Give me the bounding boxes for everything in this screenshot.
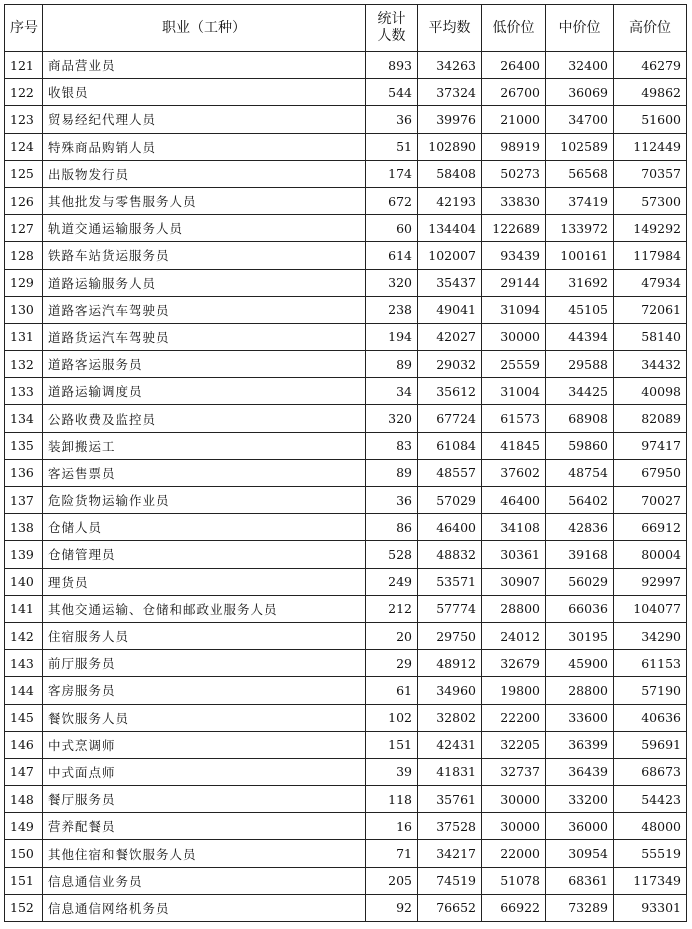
header-mid-price: 中价位 xyxy=(546,5,614,52)
cell-low-price: 29144 xyxy=(482,269,546,296)
cell-occupation: 道路货运汽车驾驶员 xyxy=(43,323,366,350)
table-header xyxy=(5,5,687,52)
cell-low-price: 28800 xyxy=(482,595,546,622)
cell-count: 118 xyxy=(366,786,418,813)
cell-no: 127 xyxy=(5,215,43,242)
cell-no: 132 xyxy=(5,351,43,378)
table-row xyxy=(5,296,687,323)
table-row xyxy=(5,568,687,595)
header-occupation: 职业（工种） xyxy=(43,5,366,52)
table-row xyxy=(5,459,687,486)
table-row xyxy=(5,378,687,405)
cell-mid-price: 66036 xyxy=(546,595,614,622)
cell-occupation: 住宿服务人员 xyxy=(43,622,366,649)
cell-no: 121 xyxy=(5,52,43,79)
cell-high-price: 117984 xyxy=(614,242,687,269)
cell-average: 42193 xyxy=(418,187,482,214)
cell-mid-price: 42836 xyxy=(546,514,614,541)
cell-count: 174 xyxy=(366,160,418,187)
cell-high-price: 40098 xyxy=(614,378,687,405)
cell-average: 102007 xyxy=(418,242,482,269)
cell-average: 42027 xyxy=(418,323,482,350)
cell-no: 129 xyxy=(5,269,43,296)
cell-average: 42431 xyxy=(418,731,482,758)
cell-low-price: 33830 xyxy=(482,187,546,214)
cell-occupation: 仓储人员 xyxy=(43,514,366,541)
table-row xyxy=(5,677,687,704)
cell-no: 136 xyxy=(5,459,43,486)
cell-average: 35761 xyxy=(418,786,482,813)
header-high-price: 高价位 xyxy=(614,5,687,52)
cell-high-price: 72061 xyxy=(614,296,687,323)
cell-no: 130 xyxy=(5,296,43,323)
table-row xyxy=(5,269,687,296)
cell-no: 124 xyxy=(5,133,43,160)
cell-count: 89 xyxy=(366,351,418,378)
cell-average: 102890 xyxy=(418,133,482,160)
cell-high-price: 67950 xyxy=(614,459,687,486)
cell-count: 83 xyxy=(366,432,418,459)
cell-average: 76652 xyxy=(418,894,482,921)
cell-occupation: 收银员 xyxy=(43,79,366,106)
cell-mid-price: 68908 xyxy=(546,405,614,432)
cell-mid-price: 102589 xyxy=(546,133,614,160)
cell-low-price: 30907 xyxy=(482,568,546,595)
cell-occupation: 道路运输调度员 xyxy=(43,378,366,405)
wage-table xyxy=(4,4,687,922)
cell-average: 58408 xyxy=(418,160,482,187)
cell-mid-price: 56029 xyxy=(546,568,614,595)
table-row xyxy=(5,622,687,649)
cell-mid-price: 133972 xyxy=(546,215,614,242)
cell-occupation: 铁路车站货运服务员 xyxy=(43,242,366,269)
cell-count: 320 xyxy=(366,269,418,296)
cell-occupation: 中式面点师 xyxy=(43,758,366,785)
cell-low-price: 51078 xyxy=(482,867,546,894)
cell-average: 37324 xyxy=(418,79,482,106)
header-count-line2: 人数 xyxy=(377,28,406,44)
cell-no: 138 xyxy=(5,514,43,541)
cell-high-price: 34432 xyxy=(614,351,687,378)
cell-low-price: 22000 xyxy=(482,840,546,867)
table-row xyxy=(5,786,687,813)
cell-occupation: 信息通信业务员 xyxy=(43,867,366,894)
cell-occupation: 其他住宿和餐饮服务人员 xyxy=(43,840,366,867)
cell-high-price: 70027 xyxy=(614,487,687,514)
cell-average: 35612 xyxy=(418,378,482,405)
cell-mid-price: 28800 xyxy=(546,677,614,704)
cell-occupation: 客房服务员 xyxy=(43,677,366,704)
cell-high-price: 59691 xyxy=(614,731,687,758)
cell-low-price: 31094 xyxy=(482,296,546,323)
cell-low-price: 30000 xyxy=(482,813,546,840)
cell-mid-price: 31692 xyxy=(546,269,614,296)
cell-low-price: 31004 xyxy=(482,378,546,405)
cell-average: 37528 xyxy=(418,813,482,840)
cell-high-price: 55519 xyxy=(614,840,687,867)
cell-low-price: 37602 xyxy=(482,459,546,486)
cell-no: 149 xyxy=(5,813,43,840)
cell-mid-price: 33600 xyxy=(546,704,614,731)
cell-occupation: 商品营业员 xyxy=(43,52,366,79)
table-row xyxy=(5,487,687,514)
cell-high-price: 46279 xyxy=(614,52,687,79)
cell-low-price: 21000 xyxy=(482,106,546,133)
cell-average: 48832 xyxy=(418,541,482,568)
table-row xyxy=(5,79,687,106)
cell-mid-price: 37419 xyxy=(546,187,614,214)
cell-mid-price: 68361 xyxy=(546,867,614,894)
cell-mid-price: 33200 xyxy=(546,786,614,813)
cell-low-price: 32679 xyxy=(482,650,546,677)
table-row xyxy=(5,405,687,432)
cell-occupation: 出版物发行员 xyxy=(43,160,366,187)
cell-mid-price: 48754 xyxy=(546,459,614,486)
cell-no: 126 xyxy=(5,187,43,214)
cell-high-price: 57190 xyxy=(614,677,687,704)
table-row xyxy=(5,514,687,541)
cell-mid-price: 44394 xyxy=(546,323,614,350)
cell-high-price: 92997 xyxy=(614,568,687,595)
cell-no: 145 xyxy=(5,704,43,731)
cell-occupation: 其他批发与零售服务人员 xyxy=(43,187,366,214)
cell-average: 134404 xyxy=(418,215,482,242)
cell-no: 147 xyxy=(5,758,43,785)
cell-low-price: 22200 xyxy=(482,704,546,731)
cell-no: 123 xyxy=(5,106,43,133)
cell-count: 249 xyxy=(366,568,418,595)
cell-count: 16 xyxy=(366,813,418,840)
cell-high-price: 149292 xyxy=(614,215,687,242)
cell-count: 194 xyxy=(366,323,418,350)
cell-low-price: 25559 xyxy=(482,351,546,378)
cell-occupation: 贸易经纪代理人员 xyxy=(43,106,366,133)
table-row xyxy=(5,432,687,459)
cell-low-price: 66922 xyxy=(482,894,546,921)
table-row xyxy=(5,160,687,187)
cell-mid-price: 36399 xyxy=(546,731,614,758)
cell-low-price: 41845 xyxy=(482,432,546,459)
cell-count: 89 xyxy=(366,459,418,486)
table-row xyxy=(5,813,687,840)
cell-mid-price: 30195 xyxy=(546,622,614,649)
cell-mid-price: 56402 xyxy=(546,487,614,514)
cell-average: 57029 xyxy=(418,487,482,514)
cell-no: 150 xyxy=(5,840,43,867)
table-row xyxy=(5,187,687,214)
table-row xyxy=(5,867,687,894)
cell-count: 151 xyxy=(366,731,418,758)
cell-low-price: 26700 xyxy=(482,79,546,106)
cell-count: 20 xyxy=(366,622,418,649)
cell-no: 133 xyxy=(5,378,43,405)
cell-mid-price: 36439 xyxy=(546,758,614,785)
cell-no: 134 xyxy=(5,405,43,432)
cell-mid-price: 45105 xyxy=(546,296,614,323)
cell-mid-price: 39168 xyxy=(546,541,614,568)
table-row xyxy=(5,242,687,269)
cell-no: 137 xyxy=(5,487,43,514)
cell-occupation: 装卸搬运工 xyxy=(43,432,366,459)
cell-occupation: 信息通信网络机务员 xyxy=(43,894,366,921)
cell-low-price: 32205 xyxy=(482,731,546,758)
cell-average: 57774 xyxy=(418,595,482,622)
cell-no: 152 xyxy=(5,894,43,921)
cell-count: 60 xyxy=(366,215,418,242)
header-no: 序号 xyxy=(5,5,43,52)
cell-high-price: 97417 xyxy=(614,432,687,459)
table-row xyxy=(5,106,687,133)
cell-no: 146 xyxy=(5,731,43,758)
cell-mid-price: 59860 xyxy=(546,432,614,459)
cell-high-price: 80004 xyxy=(614,541,687,568)
cell-average: 48912 xyxy=(418,650,482,677)
cell-mid-price: 34425 xyxy=(546,378,614,405)
table-row xyxy=(5,323,687,350)
cell-low-price: 32737 xyxy=(482,758,546,785)
cell-average: 46400 xyxy=(418,514,482,541)
cell-occupation: 餐饮服务人员 xyxy=(43,704,366,731)
table-row xyxy=(5,351,687,378)
header-average: 平均数 xyxy=(418,5,482,52)
cell-no: 128 xyxy=(5,242,43,269)
cell-no: 135 xyxy=(5,432,43,459)
cell-count: 205 xyxy=(366,867,418,894)
cell-high-price: 70357 xyxy=(614,160,687,187)
cell-average: 34263 xyxy=(418,52,482,79)
cell-low-price: 24012 xyxy=(482,622,546,649)
cell-no: 142 xyxy=(5,622,43,649)
cell-average: 74519 xyxy=(418,867,482,894)
cell-occupation: 轨道交通运输服务人员 xyxy=(43,215,366,242)
cell-occupation: 理货员 xyxy=(43,568,366,595)
cell-occupation: 特殊商品购销人员 xyxy=(43,133,366,160)
cell-average: 49041 xyxy=(418,296,482,323)
cell-occupation: 公路收费及监控员 xyxy=(43,405,366,432)
table-row xyxy=(5,894,687,921)
cell-mid-price: 36069 xyxy=(546,79,614,106)
cell-high-price: 49862 xyxy=(614,79,687,106)
cell-mid-price: 30954 xyxy=(546,840,614,867)
cell-low-price: 34108 xyxy=(482,514,546,541)
header-count xyxy=(366,5,418,52)
cell-low-price: 50273 xyxy=(482,160,546,187)
cell-occupation: 道路运输服务人员 xyxy=(43,269,366,296)
cell-no: 139 xyxy=(5,541,43,568)
cell-high-price: 58140 xyxy=(614,323,687,350)
cell-count: 92 xyxy=(366,894,418,921)
cell-average: 61084 xyxy=(418,432,482,459)
cell-count: 71 xyxy=(366,840,418,867)
cell-count: 34 xyxy=(366,378,418,405)
cell-high-price: 47934 xyxy=(614,269,687,296)
cell-average: 35437 xyxy=(418,269,482,296)
cell-mid-price: 29588 xyxy=(546,351,614,378)
cell-count: 212 xyxy=(366,595,418,622)
table-row xyxy=(5,731,687,758)
table-row xyxy=(5,595,687,622)
header-count-line1: 统计 xyxy=(377,11,406,27)
cell-mid-price: 45900 xyxy=(546,650,614,677)
cell-count: 51 xyxy=(366,133,418,160)
cell-high-price: 51600 xyxy=(614,106,687,133)
cell-count: 893 xyxy=(366,52,418,79)
cell-occupation: 营养配餐员 xyxy=(43,813,366,840)
cell-high-price: 61153 xyxy=(614,650,687,677)
cell-low-price: 30000 xyxy=(482,786,546,813)
cell-high-price: 34290 xyxy=(614,622,687,649)
cell-no: 131 xyxy=(5,323,43,350)
cell-occupation: 道路客运服务员 xyxy=(43,351,366,378)
cell-high-price: 93301 xyxy=(614,894,687,921)
cell-count: 36 xyxy=(366,106,418,133)
cell-high-price: 117349 xyxy=(614,867,687,894)
cell-count: 672 xyxy=(366,187,418,214)
cell-average: 34217 xyxy=(418,840,482,867)
cell-low-price: 61573 xyxy=(482,405,546,432)
cell-count: 544 xyxy=(366,79,418,106)
cell-count: 61 xyxy=(366,677,418,704)
cell-average: 53571 xyxy=(418,568,482,595)
cell-mid-price: 56568 xyxy=(546,160,614,187)
table-row xyxy=(5,215,687,242)
cell-average: 67724 xyxy=(418,405,482,432)
cell-average: 48557 xyxy=(418,459,482,486)
cell-mid-price: 36000 xyxy=(546,813,614,840)
cell-average: 34960 xyxy=(418,677,482,704)
cell-count: 36 xyxy=(366,487,418,514)
cell-occupation: 其他交通运输、仓储和邮政业服务人员 xyxy=(43,595,366,622)
cell-mid-price: 73289 xyxy=(546,894,614,921)
cell-average: 39976 xyxy=(418,106,482,133)
cell-average: 41831 xyxy=(418,758,482,785)
cell-low-price: 30361 xyxy=(482,541,546,568)
header-row xyxy=(5,5,687,52)
cell-low-price: 98919 xyxy=(482,133,546,160)
cell-no: 122 xyxy=(5,79,43,106)
cell-occupation: 前厅服务员 xyxy=(43,650,366,677)
cell-high-price: 68673 xyxy=(614,758,687,785)
table-body xyxy=(5,52,687,922)
table-row xyxy=(5,650,687,677)
cell-count: 238 xyxy=(366,296,418,323)
cell-occupation: 危险货物运输作业员 xyxy=(43,487,366,514)
cell-occupation: 仓储管理员 xyxy=(43,541,366,568)
cell-average: 29032 xyxy=(418,351,482,378)
cell-occupation: 中式烹调师 xyxy=(43,731,366,758)
table-row xyxy=(5,704,687,731)
cell-high-price: 40636 xyxy=(614,704,687,731)
table-row xyxy=(5,758,687,785)
cell-high-price: 104077 xyxy=(614,595,687,622)
cell-count: 39 xyxy=(366,758,418,785)
cell-no: 143 xyxy=(5,650,43,677)
cell-high-price: 48000 xyxy=(614,813,687,840)
cell-high-price: 57300 xyxy=(614,187,687,214)
cell-no: 151 xyxy=(5,867,43,894)
cell-mid-price: 32400 xyxy=(546,52,614,79)
cell-average: 29750 xyxy=(418,622,482,649)
cell-high-price: 82089 xyxy=(614,405,687,432)
cell-count: 528 xyxy=(366,541,418,568)
cell-no: 141 xyxy=(5,595,43,622)
cell-no: 144 xyxy=(5,677,43,704)
cell-occupation: 道路客运汽车驾驶员 xyxy=(43,296,366,323)
cell-low-price: 30000 xyxy=(482,323,546,350)
cell-mid-price: 34700 xyxy=(546,106,614,133)
table-row xyxy=(5,541,687,568)
cell-average: 32802 xyxy=(418,704,482,731)
cell-count: 614 xyxy=(366,242,418,269)
cell-high-price: 112449 xyxy=(614,133,687,160)
cell-low-price: 46400 xyxy=(482,487,546,514)
table-row xyxy=(5,133,687,160)
cell-low-price: 26400 xyxy=(482,52,546,79)
cell-low-price: 93439 xyxy=(482,242,546,269)
cell-occupation: 餐厅服务员 xyxy=(43,786,366,813)
table-row xyxy=(5,52,687,79)
cell-no: 125 xyxy=(5,160,43,187)
cell-occupation: 客运售票员 xyxy=(43,459,366,486)
cell-no: 140 xyxy=(5,568,43,595)
cell-high-price: 54423 xyxy=(614,786,687,813)
cell-no: 148 xyxy=(5,786,43,813)
cell-count: 29 xyxy=(366,650,418,677)
cell-low-price: 122689 xyxy=(482,215,546,242)
table-row xyxy=(5,840,687,867)
cell-high-price: 66912 xyxy=(614,514,687,541)
cell-count: 86 xyxy=(366,514,418,541)
cell-low-price: 19800 xyxy=(482,677,546,704)
header-low-price: 低价位 xyxy=(482,5,546,52)
cell-mid-price: 100161 xyxy=(546,242,614,269)
cell-count: 102 xyxy=(366,704,418,731)
cell-count: 320 xyxy=(366,405,418,432)
